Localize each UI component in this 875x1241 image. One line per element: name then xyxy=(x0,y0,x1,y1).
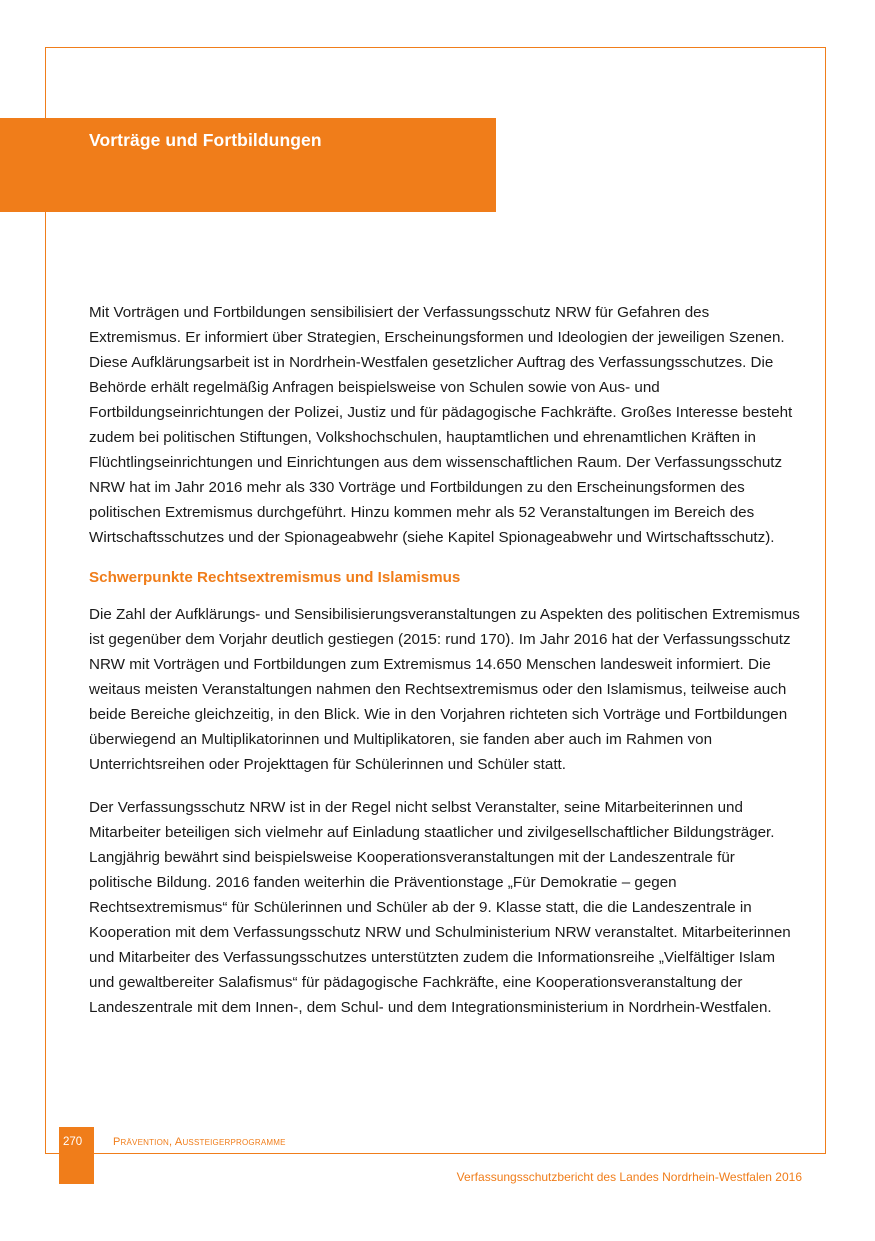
main-content xyxy=(89,300,801,1038)
page-number: 270 xyxy=(63,1136,83,1148)
publication-title: Verfassungsschutzbericht des Landes Nordrhein-Westfalen 2016 xyxy=(456,1170,802,1184)
section-subheading: Schwerpunkte Rechtsextremismus und Islamismus xyxy=(89,569,461,586)
intro-paragraph: Mit Vorträgen und Fortbildungen sensibilisiert der Verfassungsschutz NRW für Gefahren des Extremismus. Er informiert über Strategien, Erscheinungsformen und Ideologien der jeweiligen Szenen. Diese Aufklärungsarbeit ist in Nordrhein-Westfalen gesetzlicher Auftrag des Verfassungsschutzes. Die Behörde erhält regelmäßig Anfragen beispielsweise von Schulen sowie von Aus- und Fortbildungseinrichtungen der Polizei, Justiz und für pädagogische Fachkräfte. Großes Interesse besteht zudem bei politischen Stiftungen, Volkshochschulen, hauptamtlichen und ehrenamtlichen Kräften in Flüchtlingseinrichtungen und Einrichtungen aus dem wissenschaftlichen Raum. Der Verfassungsschutz NRW hat im Jahr 2016 mehr als 330 Vorträge und Fortbildungen zu den Erscheinungsformen des politischen Extremismus durchgeführt. Hinzu kommen mehr als 52 Veranstaltungen im Bereich des Wirtschaftsschutzes und der Spionageabwehr (siehe Kapitel Spionageabwehr und Wirtschaftsschutz). xyxy=(89,304,793,546)
cooperation-paragraph: Der Verfassungsschutz NRW ist in der Regel nicht selbst Veranstalter, seine Mitarbeiterinnen und Mitarbeiter beteiligen sich vielmehr auf Einladung staatlicher und zivilgesellschaftlicher Bildungsträger. Langjährig bewährt sind beispielsweise Kooperationsveranstaltungen mit der Landeszentrale für politische Bildung. 2016 fanden weiterhin die Präventionstage „Für Demokratie – gegen Rechtsextremismus“ für Schülerinnen und Schüler ab der 9. Klasse statt, die die Landeszentrale in Kooperation mit dem Verfassungsschutz NRW und Schulministerium NRW veranstaltet. Mitarbeiterinnen und Mitarbeiter des Verfassungsschutzes unterstützten zudem die Informationsreihe „Vielfältiger Islam und gewaltbereiter Salafismus“ für pädagogische Fachkräfte, eine Kooperationsveranstaltung der Landeszentrale mit dem Innen-, dem Schul- und dem Integrationsministerium in Nordrhein-Westfalen. xyxy=(89,799,791,1016)
page-title: Vorträge und Fortbildungen xyxy=(89,130,322,150)
chapter-label: Prävention, Aussteigerprogramme xyxy=(113,1136,286,1148)
title-band xyxy=(0,118,496,212)
page-number-box xyxy=(59,1127,94,1184)
focus-paragraph: Die Zahl der Aufklärungs- und Sensibilisierungsveranstaltungen zu Aspekten des politischen Extremismus ist gegenüber dem Vorjahr deutlich gestiegen (2015: rund 170). Im Jahr 2016 hat der Verfassungsschutz NRW mit Vorträgen und Fortbildungen zum Extremismus 14.650 Menschen landesweit informiert. Die weitaus meisten Veranstaltungen nahmen den Rechtsextremismus oder den Islamismus, teilweise auch beide Bereiche gleichzeitig, in den Blick. Wie in den Vorjahren richteten sich Vorträge und Fortbildungen überwiegend an Multiplikatorinnen und Multiplikatoren, sie fanden aber auch im Rahmen von Unterrichtsreihen oder Projekttagen für Schülerinnen und Schüler statt. xyxy=(89,606,800,773)
